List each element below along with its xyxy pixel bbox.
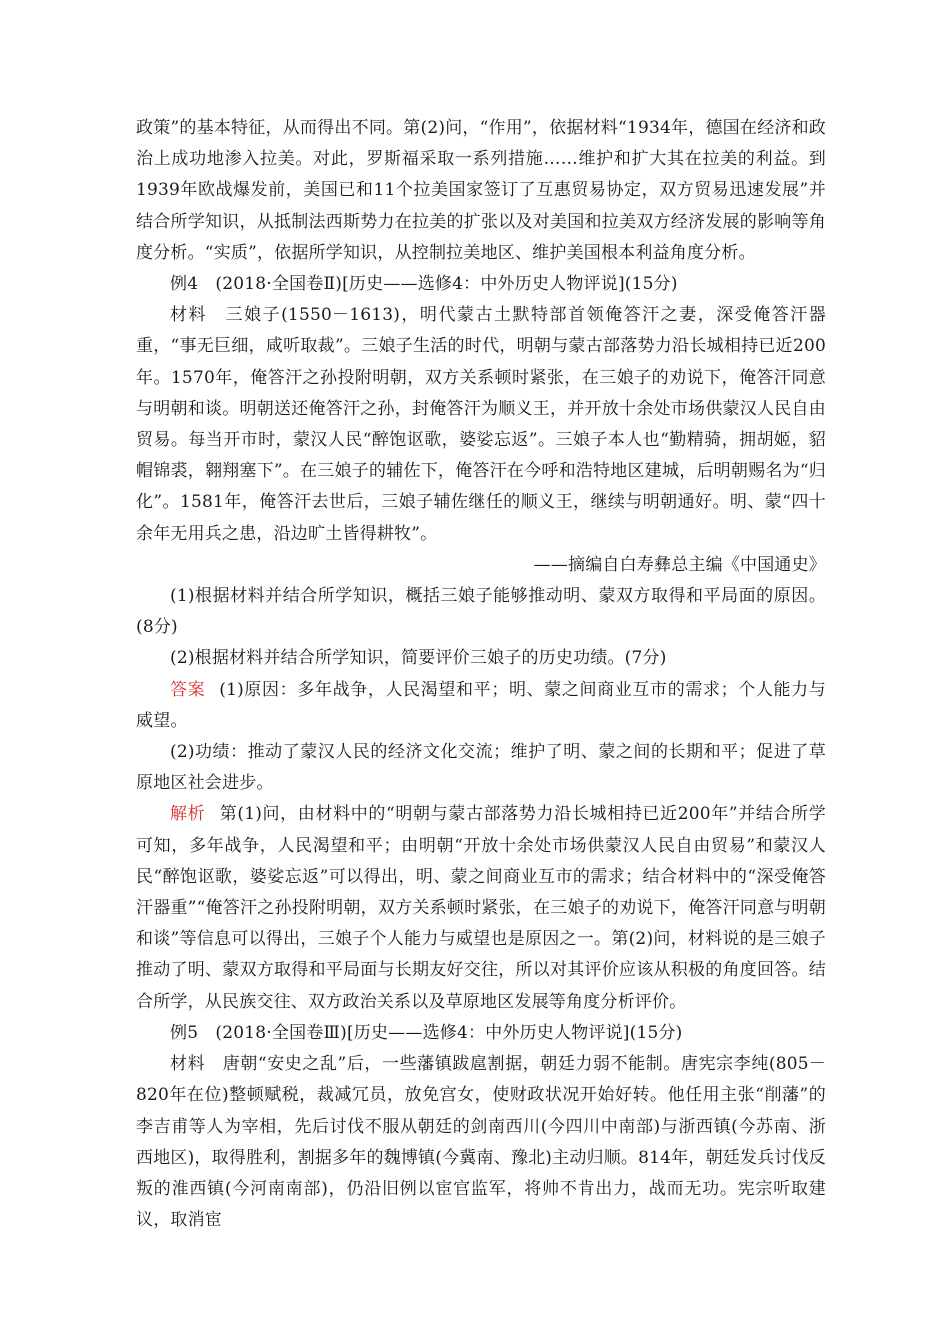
analysis-text: 第(1)问，由材料中的“明朝与蒙古部落势力沿长城相持已近200年”并结合所学可知，多年战争，人民渴望和平；由明朝“开放十余处市场供蒙汉人民自由贸易”和蒙汉人民“醉饱讴歌，婆娑忘返”可以得出，明、蒙之间商业互市的需求；结合材料中的“深受俺答汗器重”“俺答汗之孙投附明朝，双方关系顿时紧张，在三娘子的劝说下，俺答汗同意与明朝和谈”等信息可以得出，三娘子个人能力与威望也是原因之一。第(2)问，材料说的是三娘子推动了明、蒙双方取得和平局面与长期友好交往，所以对其评价应该从积极的角度回答。结合所学，从民族交往、双方政治关系以及草原地区发展等角度分析评价。 bbox=[136, 804, 826, 1012]
example4-question-2: (2)根据材料并结合所学知识，简要评价三娘子的历史功绩。(7分) bbox=[170, 648, 667, 669]
example4-answer-2: (2)功绩：推动了蒙汉人民的经济文化交流；维护了明、蒙之间的长期和平；促进了草原地区社会进步。 bbox=[136, 742, 826, 794]
answer-label: 答案 bbox=[170, 679, 206, 700]
example4-material: 材料 三娘子(1550－1613)，明代蒙古土默特部首领俺答汗之妻，深受俺答汗器重，“事无巨细，咸听取裁”。三娘子生活的时代，明朝与蒙古部落势力沿长城相持已近200年。1570年，俺答汗之孙投附明朝，双方关系顿时紧张，在三娘子的劝说下，俺答汗同意与明朝和谈。明朝送还俺答汗之孙，封俺答汗为顺义王，并开放十余处市场供蒙汉人民自由贸易。每当开市时，蒙汉人民“醉饱讴歌，婆娑忘返”。三娘子本人也“勤精骑，拥胡姬，貂帽锦裘，翱翔塞下”。在三娘子的辅佐下，俺答汗在今呼和浩特地区建城，后明朝赐名为“归化”。1581年，俺答汗去世后，三娘子辅佐继任的顺义王，继续与明朝通好。明、蒙“四十余年无用兵之患，沿边旷土皆得耕牧”。 bbox=[136, 305, 826, 544]
example4-header: 例4 (2018·全国卷Ⅱ)[历史——选修4：中外历史人物评说](15分) bbox=[170, 274, 678, 295]
intro-paragraph: 政策”的基本特征，从而得出不同。第(2)问，“作用”，依据材料“1934年，德国在经济和政治上成功地渗入拉美。对此，罗斯福采取一系列措施……维护和扩大其在拉美的利益。到1939年欧战爆发前，美国已和11个拉美国家签订了互惠贸易协定，双方贸易迅速发展”并结合所学知识，从抵制法西斯势力在拉美的扩张以及对美国和拉美双方经济发展的影响等角度分析。“实质”，依据所学知识，从控制拉美地区、维护美国根本利益角度分析。 bbox=[136, 118, 826, 263]
example5-header: 例5 (2018·全国卷Ⅲ)[历史——选修4：中外历史人物评说](15分) bbox=[170, 1022, 683, 1043]
example4-analysis bbox=[136, 799, 826, 1017]
example4-answer-1 bbox=[136, 675, 826, 737]
analysis-label: 解析 bbox=[170, 804, 206, 825]
example4-question-1: (1)根据材料并结合所学知识，概括三娘子能够推动明、蒙双方取得和平局面的原因。(8分) bbox=[136, 586, 826, 638]
answer-1-text: (1)原因：多年战争，人民渴望和平；明、蒙之间商业互市的需求；个人能力与威望。 bbox=[136, 679, 826, 731]
example4-source: ——摘编自白寿彝总主编《中国通史》 bbox=[533, 554, 826, 575]
document-page bbox=[136, 113, 826, 1236]
example5-material: 材料 唐朝“安史之乱”后，一些藩镇跋扈割据，朝廷力弱不能制。唐宪宗李纯(805－820年在位)整顿赋税，裁减冗员，放免宫女，使财政状况开始好转。他任用主张“削藩”的李吉甫等人为宰相，先后讨伐不服从朝廷的剑南西川(今四川中南部)与浙西镇(今苏南、浙西地区)，取得胜利，割据多年的魏博镇(今冀南、豫北)主动归顺。814年，朝廷发兵讨伐反叛的淮西镇(今河南南部)，仍沿旧例以宦官监军，将帅不肯出力，战而无功。宪宗听取建议，取消宦 bbox=[136, 1054, 826, 1231]
